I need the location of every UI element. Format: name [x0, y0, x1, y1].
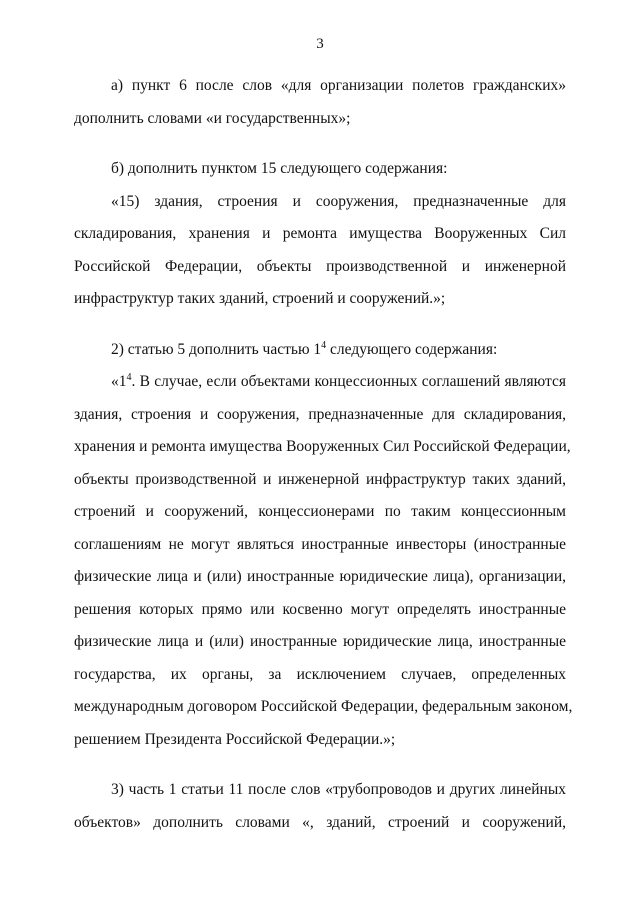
paragraph-3: [74, 774, 566, 839]
paragraph-part-1-4: [74, 366, 573, 756]
text-line: решением Президента Российской Федерации.»;: [74, 730, 396, 748]
superscript: 4: [126, 372, 132, 383]
text-line: объектов» дополнить словами «, зданий, строений и сооружений,: [74, 813, 566, 831]
text-line: физические лица и (или) иностранные юридические лица, иностранные: [74, 633, 566, 650]
text-line: физические лица и (или) иностранные юридические лица), организации,: [74, 568, 566, 585]
text-line: международным договором Российской Федерации, федеральным законом,: [74, 698, 573, 715]
text-line: б) дополнить пунктом 15 следующего содержания:: [111, 160, 448, 177]
superscript: 4: [321, 339, 327, 351]
text-line: «15) здания, строения и сооружения, предназначенные для: [111, 192, 566, 210]
text-line: хранения и ремонта имущества Вооруженных Сил Российской Федерации,: [74, 438, 571, 455]
text-segment: 2) статью 5 дополнить частью 1: [111, 340, 322, 358]
text-line: складирования, хранения и ремонта имущества Вооруженных Сил: [74, 225, 566, 242]
page-number: 3: [316, 36, 324, 52]
text-line: [74, 334, 566, 367]
text-line: [74, 366, 566, 399]
text-line: а) пункт 6 после слов «для организации полетов гражданских»: [111, 77, 566, 94]
text-line: строений и сооружений, концессионерами по таким концессионным: [74, 503, 566, 520]
paragraph-2: [74, 334, 566, 367]
text-line: здания, строения и сооружения, предназначенные для складирования,: [74, 405, 566, 423]
text-line: инфраструктур таких зданий, строений и сооружений.»;: [74, 290, 446, 307]
text-line: объекты производственной и инженерной инфраструктур таких зданий,: [74, 470, 566, 488]
text-line: решения которых прямо или косвенно могут определять иностранные: [74, 600, 566, 618]
paragraph-a: [74, 70, 566, 135]
text-line: государства, их органы, за исключением случаев, определенных: [74, 665, 566, 683]
text-segment: следующего содержания:: [326, 340, 498, 358]
text-line: Российской Федерации, объекты производственной и инженерной: [74, 257, 566, 275]
document-body: [74, 70, 573, 839]
text-segment: «1: [111, 373, 127, 390]
text-line: соглашениям не могут являться иностранные инвесторы (иностранные: [74, 535, 566, 553]
text-line: дополнить словами «и государственных»;: [74, 109, 351, 127]
paragraph-b: [74, 153, 566, 186]
text-line: 3) часть 1 статьи 11 после слов «трубопроводов и других линейных: [111, 781, 566, 798]
text-segment: . В случае, если объектами концессионных соглашений являются: [131, 373, 566, 390]
paragraph-item-15: [74, 186, 566, 316]
